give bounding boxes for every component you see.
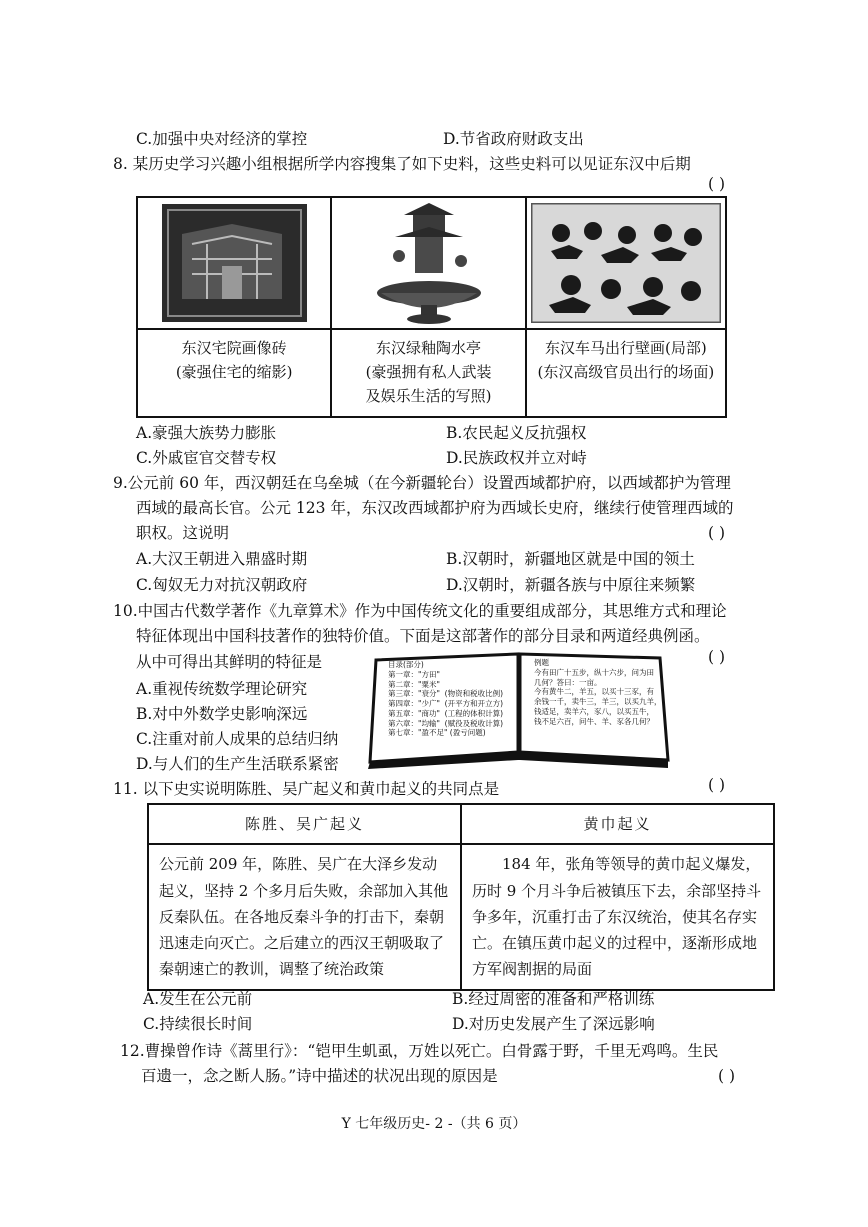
q11-cell-chensheng: 公元前 209 年，陈胜、吴广在大泽乡发动起义，坚持 2 个多月后失败，余部加入其他反秦队伍。在各地反秦斗争的打击下，秦朝迅速走向灭亡。之后建立的西汉王朝吸取了秦朝速亡的教训，调整了统治政策 — [148, 844, 461, 989]
q8-option-c: C.外戚宦官交替专权 — [136, 449, 277, 467]
q10-answer-bracket: ( ) — [708, 648, 726, 666]
q8-answer-bracket: ( ) — [708, 175, 726, 193]
q8-caption-3-title: 东汉车马出行壁画(局部) — [545, 339, 707, 357]
q8-option-b: B.农民起义反抗强权 — [446, 424, 587, 442]
q10-option-b: B.对中外数学史影响深远 — [136, 705, 308, 723]
q9-stem-line2: 西域的最高长官。公元 123 年，东汉改西域都护府为西域长史府，继续行使管理西域的 — [136, 499, 734, 517]
q9-option-a: A.大汉王朝进入鼎盛时期 — [136, 550, 308, 568]
q7-option-d: D.节省政府财政支出 — [443, 130, 584, 148]
q9-stem-line1: 9.公元前 60 年，西汉朝廷在乌垒城（在今新疆轮台）设置西域都护府，以西域都护为管理 — [113, 474, 731, 492]
q8-caption-1-title: 东汉宅院画像砖 — [181, 339, 287, 357]
q10-stem-line1: 10.中国古代数学著作《九章算术》作为中国传统文化的重要组成部分，其思维方式和理论 — [113, 602, 727, 620]
q11-stem: 11. 以下史实说明陈胜、吴广起义和黄巾起义的共同点是 — [113, 780, 500, 798]
book-example-text: 例题 今有田广十五步，纵十六步，问为田 几何？答曰：一亩。 今有黄牛二，羊五，以买十三豕，有 余钱一千，卖牛三，羊三，以买九羊， 钱适足，卖羊六，豕八，以买五牛， 钱不足六百，问牛、羊、豕各几何？ — [534, 658, 662, 726]
q8-caption-2-title: 东汉绿釉陶水亭 — [376, 339, 482, 357]
q8-caption-2-note-a: (豪强拥有私人武装 — [365, 363, 492, 381]
q10-option-c: C.注重对前人成果的总结归纳 — [136, 730, 339, 748]
page-footer: Y 七年级历史- 2 -（共 6 页） — [341, 1116, 527, 1132]
q11-header-chensheng: 陈胜、吴广起义 — [148, 804, 461, 844]
q8-caption-1-note: (豪强住宅的缩影) — [175, 363, 293, 381]
open-book-image — [368, 648, 670, 770]
q12-answer-bracket: ( ) — [718, 1067, 736, 1085]
q11-option-a: A.发生在公元前 — [143, 990, 253, 1008]
q11-option-c: C.持续很长时间 — [143, 1015, 253, 1033]
q10-option-a: A.重视传统数学理论研究 — [136, 680, 308, 698]
q11-comparison-table — [147, 803, 775, 991]
q8-stem: 8. 某历史学习兴趣小组根据所学内容搜集了如下史料，这些史料可以见证东汉中后期 — [113, 155, 691, 173]
q9-option-d: D.汉朝时，新疆各族与中原往来频繁 — [446, 576, 696, 594]
q11-header-huangjin: 黄巾起义 — [461, 804, 774, 844]
q9-option-b: B.汉朝时，新疆地区就是中国的领土 — [446, 550, 695, 568]
q11-answer-bracket: ( ) — [708, 776, 726, 794]
q11-option-d: D.对历史发展产生了深远影响 — [452, 1015, 655, 1033]
q8-caption-2-note-b: 及娱乐生活的写照) — [365, 387, 492, 405]
q8-image-table — [136, 196, 727, 418]
q10-stem-line3: 从中可得出其鲜明的特征是 — [136, 653, 323, 671]
pottery-pavilion-image — [332, 198, 524, 328]
q9-stem-line3: 职权。这说明 — [136, 524, 230, 542]
q8-option-a: A.豪强大族势力膨胀 — [136, 424, 277, 442]
q9-answer-bracket: ( ) — [708, 524, 726, 542]
brick-relief-image — [138, 198, 330, 328]
q7-option-c: C.加强中央对经济的掌控 — [136, 130, 308, 148]
q11-cell-huangjin: 184 年，张角等领导的黄巾起义爆发，历时 9 个月斗争后被镇压下去，余部坚持斗争多年，沉重打击了东汉统治，使其名存实亡。在镇压黄巾起义的过程中，逐渐形成地方军阀割据的局面 — [461, 844, 774, 989]
q10-option-d: D.与人们的生产生活联系紧密 — [136, 755, 339, 773]
q11-option-b: B.经过周密的准备和严格训练 — [452, 990, 655, 1008]
q8-option-d: D.民族政权并立对峙 — [446, 449, 587, 467]
q12-stem-line2: 百遗一，念之断人肠。”诗中描述的状况出现的原因是 — [141, 1067, 498, 1085]
q8-caption-3-note: (东汉高级官员出行的场面) — [537, 363, 715, 381]
q12-stem-line1: 12.曹操曾作诗《蒿里行》：“铠甲生虮虱，万姓以死亡。白骨露于野，千里无鸡鸣。生民 — [120, 1042, 719, 1060]
q9-option-c: C.匈奴无力对抗汉朝政府 — [136, 576, 308, 594]
q10-stem-line2: 特征体现出中国科技著作的独特价值。下面是这部著作的部分目录和两道经典例函。 — [136, 627, 710, 645]
chariot-mural-image — [527, 198, 725, 328]
book-contents-text: 目录(部分) 第一章："方田" 第二章："粟米" 第三章："衰分" (物资和税收比例) 第四章："少广" (开平方和开立方) 第五章："商功" (工程的体积计算) 第六章："均输" (赋役及税收计算) 第七章："盈不足" (盈亏问题) — [388, 660, 504, 738]
